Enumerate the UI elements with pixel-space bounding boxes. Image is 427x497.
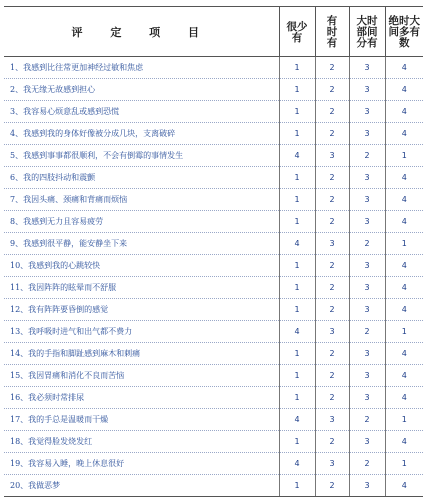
score-cell: 1 (279, 475, 315, 497)
item-column-header: 评 定 项 目 (4, 7, 279, 57)
item-text: 1、我感到比往常更加神经过敏和焦虑 (4, 57, 279, 79)
option-header-rarely (279, 7, 315, 57)
score-cell: 3 (349, 277, 385, 299)
table-row (4, 365, 423, 387)
score-cell: 2 (315, 431, 349, 453)
score-cell: 4 (385, 343, 423, 365)
score-cell: 3 (349, 387, 385, 409)
table-row (4, 167, 423, 189)
item-text: 9、我感到很平静，能安静坐下来 (4, 233, 279, 255)
item-text: 10、我感到我的心跳较快 (4, 255, 279, 277)
score-cell: 2 (315, 365, 349, 387)
score-cell: 1 (279, 255, 315, 277)
score-cell: 2 (315, 123, 349, 145)
option-header-line: 有 (291, 31, 303, 44)
option-header-line: 绝时大 (388, 15, 420, 27)
item-text: 12、我有阵阵要昏倒的感觉 (4, 299, 279, 321)
score-cell: 1 (279, 387, 315, 409)
item-text: 11、我因阵阵的眩晕而不舒服 (4, 277, 279, 299)
item-text: 20、我做恶梦 (4, 475, 279, 497)
item-text: 5、我感到事事都很顺利，不会有倒霉的事情发生 (4, 145, 279, 167)
score-cell: 1 (279, 365, 315, 387)
item-text: 7、我因头痛、颈痛和背痛而烦恼 (4, 189, 279, 211)
score-cell: 3 (349, 189, 385, 211)
table-row (4, 189, 423, 211)
table-row (4, 277, 423, 299)
score-cell: 1 (279, 211, 315, 233)
option-header-line: 分有 (356, 37, 378, 49)
score-cell: 4 (385, 79, 423, 101)
score-cell: 4 (385, 475, 423, 497)
score-cell: 2 (315, 167, 349, 189)
score-cell: 2 (315, 101, 349, 123)
score-cell: 4 (385, 57, 423, 79)
table-row (4, 255, 423, 277)
option-header-always (385, 7, 423, 57)
score-cell: 1 (279, 277, 315, 299)
score-cell: 2 (315, 255, 349, 277)
score-cell: 4 (385, 277, 423, 299)
score-cell: 1 (279, 167, 315, 189)
score-cell: 4 (385, 101, 423, 123)
score-cell: 1 (385, 409, 423, 431)
score-cell: 2 (315, 57, 349, 79)
item-text: 15、我因胃痛和消化不良而苦恼 (4, 365, 279, 387)
anxiety-rating-sheet (4, 6, 423, 497)
score-cell: 2 (315, 211, 349, 233)
item-text: 14、我的手指和脚趾感到麻木和刺痛 (4, 343, 279, 365)
option-header-line: 大时 (356, 15, 378, 27)
table-header-row (4, 7, 423, 57)
score-cell: 4 (385, 387, 423, 409)
score-cell: 2 (315, 299, 349, 321)
score-cell: 3 (349, 167, 385, 189)
option-header-line: 有 (326, 15, 338, 27)
item-text: 16、我必须时常排尿 (4, 387, 279, 409)
score-cell: 2 (349, 453, 385, 475)
score-cell: 4 (385, 189, 423, 211)
score-cell: 2 (315, 343, 349, 365)
score-cell: 4 (385, 123, 423, 145)
score-cell: 1 (385, 321, 423, 343)
table-row (4, 409, 423, 431)
item-text: 4、我感到我的身体好像被分成几块，支离破碎 (4, 123, 279, 145)
score-cell: 1 (279, 343, 315, 365)
option-header-often (349, 7, 385, 57)
item-text: 19、我容易入睡，晚上休息很好 (4, 453, 279, 475)
score-cell: 2 (315, 189, 349, 211)
score-cell: 3 (349, 431, 385, 453)
score-cell: 3 (349, 79, 385, 101)
score-cell: 3 (315, 145, 349, 167)
score-cell: 4 (279, 453, 315, 475)
score-cell: 3 (315, 453, 349, 475)
score-cell: 1 (279, 189, 315, 211)
score-cell: 3 (349, 299, 385, 321)
option-header-line: 有 (326, 37, 338, 49)
score-cell: 1 (385, 233, 423, 255)
table-row (4, 101, 423, 123)
score-cell: 2 (315, 277, 349, 299)
score-cell: 1 (279, 57, 315, 79)
score-cell: 2 (315, 475, 349, 497)
score-cell: 2 (315, 387, 349, 409)
item-text: 8、我感到无力且容易疲劳 (4, 211, 279, 233)
score-cell: 3 (315, 409, 349, 431)
score-cell: 1 (279, 299, 315, 321)
score-cell: 3 (349, 57, 385, 79)
item-text: 17、我的手总是温暖而干燥 (4, 409, 279, 431)
score-cell: 1 (279, 101, 315, 123)
table-row (4, 387, 423, 409)
table-row (4, 299, 423, 321)
table-row (4, 343, 423, 365)
score-cell: 3 (349, 211, 385, 233)
table-row (4, 57, 423, 79)
score-cell: 2 (349, 321, 385, 343)
score-cell: 4 (385, 255, 423, 277)
table-row (4, 211, 423, 233)
score-cell: 4 (279, 321, 315, 343)
option-header-line: 很少 (286, 20, 308, 33)
score-cell: 2 (349, 409, 385, 431)
option-header-sometimes (315, 7, 349, 57)
score-cell: 2 (315, 79, 349, 101)
table-row (4, 453, 423, 475)
score-cell: 4 (385, 211, 423, 233)
table-row (4, 321, 423, 343)
score-cell: 1 (385, 453, 423, 475)
rating-table (4, 6, 423, 497)
score-cell: 3 (349, 475, 385, 497)
score-cell: 1 (279, 79, 315, 101)
score-cell: 4 (279, 145, 315, 167)
score-cell: 3 (349, 365, 385, 387)
table-row (4, 145, 423, 167)
score-cell: 3 (349, 255, 385, 277)
score-cell: 3 (315, 233, 349, 255)
option-header-line: 时 (326, 26, 338, 38)
score-cell: 4 (385, 365, 423, 387)
option-header-line: 数 (399, 37, 410, 49)
item-text: 6、我的四肢抖动和震颤 (4, 167, 279, 189)
score-cell: 4 (279, 233, 315, 255)
score-cell: 4 (385, 167, 423, 189)
score-cell: 2 (349, 145, 385, 167)
score-cell: 4 (385, 299, 423, 321)
option-header-line: 部间 (356, 26, 378, 38)
score-cell: 4 (385, 431, 423, 453)
item-text: 2、我无缘无故感到担心 (4, 79, 279, 101)
score-cell: 1 (279, 123, 315, 145)
item-text: 18、我觉得脸发烧发红 (4, 431, 279, 453)
table-row (4, 475, 423, 497)
score-cell: 3 (315, 321, 349, 343)
item-text: 3、我容易心烦意乱或感到恐慌 (4, 101, 279, 123)
table-row (4, 123, 423, 145)
table-row (4, 233, 423, 255)
table-body (4, 57, 423, 497)
item-text: 13、我呼吸时进气和出气都不费力 (4, 321, 279, 343)
score-cell: 3 (349, 101, 385, 123)
score-cell: 4 (279, 409, 315, 431)
option-header-line: 间多有 (388, 26, 420, 38)
score-cell: 3 (349, 123, 385, 145)
score-cell: 2 (349, 233, 385, 255)
table-row (4, 431, 423, 453)
table-row (4, 79, 423, 101)
score-cell: 3 (349, 343, 385, 365)
score-cell: 1 (279, 431, 315, 453)
score-cell: 1 (385, 145, 423, 167)
